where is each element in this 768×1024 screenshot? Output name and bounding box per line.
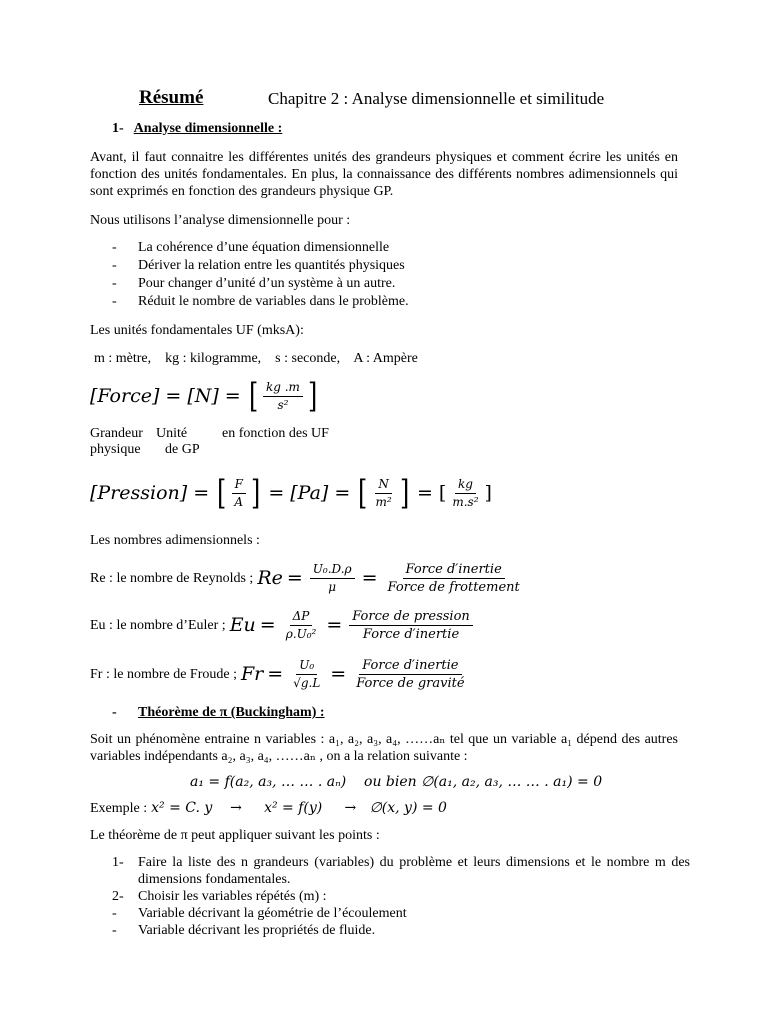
list-item: - Pour changer d’unité d’un système à un autre.	[112, 276, 396, 291]
list-item: - Variable décrivant la géométrie de l’écoulement	[112, 906, 407, 921]
uses-list	[112, 239, 409, 311]
list-item: 1- Faire la liste des n grandeurs (variables) du problème et leurs dimensions et le nombre m des dimensions fondamentales.	[112, 855, 690, 887]
theorem-heading: - Théorème de π (Buckingham) :	[112, 705, 325, 720]
euler-label: Eu : le nombre d’Euler ;	[90, 617, 226, 633]
list-item: - Variable décrivant les propriétés de fluide.	[112, 923, 376, 938]
label-en-fonction: en fonction des UF	[222, 426, 329, 441]
label-grandeur: Grandeur	[90, 426, 143, 441]
section-number: 1-	[112, 121, 124, 136]
theorem-text: Soit un phénomène entraine n variables : a₁, a₂, a₃, a₄, ……aₙ tel que un variable a₁ dépend des autres variables indépendants a₂, a₃, a₄, ……aₙ , on a la relation suivante :	[90, 732, 678, 764]
label-unite: Unité	[156, 426, 188, 441]
list-item: - Dériver la relation entre les quantités physiques	[112, 258, 405, 273]
chapter-title: Chapitre 2 : Analyse dimensionnelle et similitude	[268, 89, 605, 108]
reynolds-label: Re : le nombre de Reynolds ;	[90, 570, 254, 586]
theorem-formula: a₁ = f(a₂, a₃, … … . aₙ) ou bien ∅(a₁, a₂, a₃, … … . a₁) = 0	[190, 774, 603, 790]
uf-line: m : mètre, kg : kilogramme, s : seconde, A : Ampère	[94, 351, 418, 366]
section-title: Analyse dimensionnelle :	[133, 121, 283, 136]
intro-paragraph: Avant, il faut connaitre les différentes unités des grandeurs physiques et comment écrire les unités en fonction des unités fondamentales. En plus, la connaissance des différents nombres adimensionnels qui sont exprimés en fonction des grandeurs physique GP.	[90, 150, 678, 199]
list-item: - La cohérence d’une équation dimensionnelle	[112, 240, 390, 255]
uf-intro: Les unités fondamentales UF (mksA):	[90, 323, 304, 338]
froude-label: Fr : le nombre de Froude ;	[90, 666, 237, 682]
label-de-gp: de GP	[165, 442, 200, 457]
euler-row: Eu : le nombre d’Euler ; Eu = $\frac{\Delta P}{\text{ρ.U₀²}}$ = $\frac{\text{Force de pression}}{\text{Force d′inertie}}$	[90, 605, 476, 645]
uses-intro: Nous utilisons l’analyse dimensionnelle pour :	[90, 213, 351, 228]
label-physique: physique	[90, 442, 141, 457]
list-item: 2- Choisir les variables répétés (m) :	[112, 889, 327, 904]
steps-list	[112, 854, 690, 939]
adim-intro: Les nombres adimensionnels :	[90, 533, 260, 548]
resume-title: Résumé	[139, 87, 204, 108]
force-equation: [Force] = [N] = [ $\frac{kg .m}{\text{s²}}$ ]	[90, 376, 318, 416]
section-heading	[112, 120, 282, 137]
pression-equation: [Pression] = [ $\frac{F}{A}$ ] = [Pa] = [ $\frac{N}{\text{m²}}$ ] = [ $\frac{kg}{\text{m.s²}}$ ]	[90, 473, 492, 513]
list-item: - Réduit le nombre de variables dans le problème.	[112, 294, 409, 309]
example-row: Exemple : x² = C. y → x² = f(y) → ∅(x, y) = 0	[90, 800, 447, 816]
apply-intro: Le théorème de π peut appliquer suivant les points :	[90, 828, 380, 843]
reynolds-row: Re : le nombre de Reynolds ; Re = $\frac{\text{U₀.D.ρ}}{\mu}$ = $\frac{\text{Force d′inertie}}{\text{Force de frottement}}$	[90, 561, 520, 595]
froude-row: Fr : le nombre de Froude ; Fr = $\frac{\text{U₀}}{√g.L}$ = $\frac{\text{Force d′inertie}}{\text{Force de gravité}}$	[90, 657, 465, 691]
